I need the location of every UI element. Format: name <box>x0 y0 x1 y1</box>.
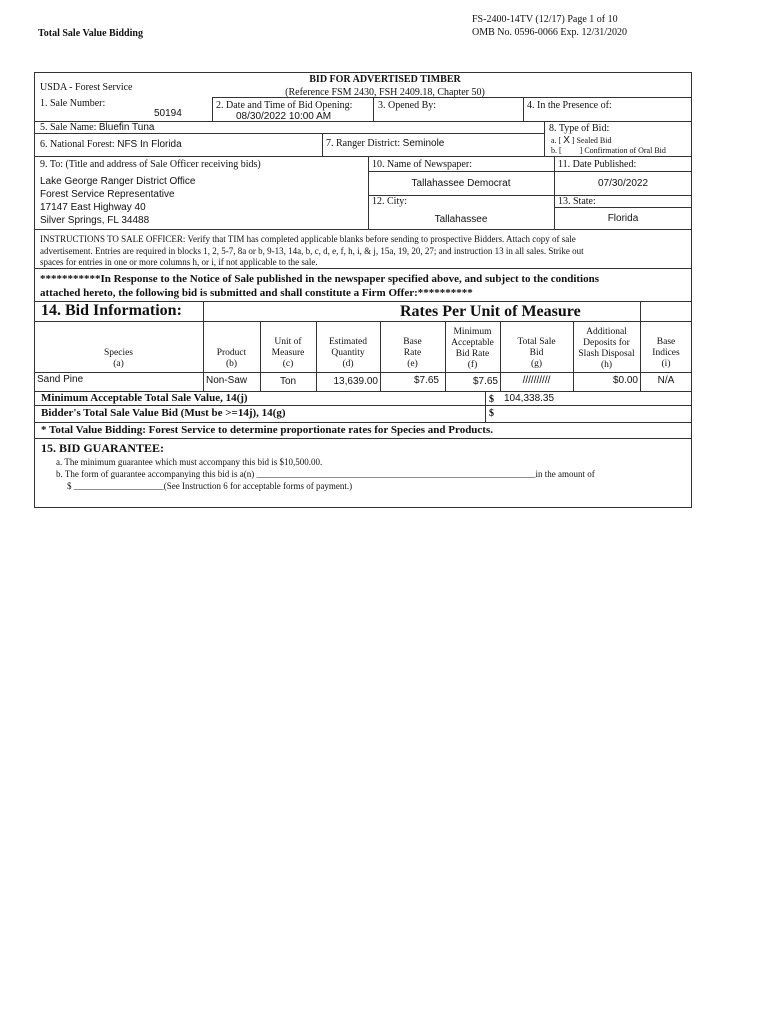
sale-number-label: 1. Sale Number: <box>40 98 106 109</box>
column-header-product: Product (b) <box>216 348 247 369</box>
form-title: BID FOR ADVERTISED TIMBER <box>309 74 461 85</box>
opened-by-label: 3. Opened By: <box>378 100 437 111</box>
national-forest-value: NFS In Florida <box>117 139 182 150</box>
total-value-footnote: * Total Value Bidding: Forest Service to determine proportionate rates for Species and Products. <box>41 424 494 436</box>
column-header-total-bid: Total Sale Bid (g) <box>517 337 556 369</box>
rates-per-unit-heading: Rates Per Unit of Measure <box>400 303 581 320</box>
to-label: 9. To: (Title and address of Sale Officer receiving bids) <box>40 159 261 170</box>
omb-number: OMB No. 0596-0066 Exp. 12/31/2020 <box>472 27 627 38</box>
bidder-total-input[interactable] <box>500 406 688 420</box>
column-header-deposits: Additional Deposits for Slash Disposal (h) <box>578 327 635 370</box>
column-header-unit: Unit of Measure (c) <box>271 337 305 369</box>
sale-name-value: Bluefin Tuna <box>98 122 155 133</box>
base-rate-cell: $7.65 <box>413 375 439 386</box>
state-value: Florida <box>607 213 639 224</box>
min-rate-cell: $7.65 <box>472 376 498 387</box>
national-forest-label: 6. National Forest: <box>40 139 115 150</box>
city-value: Tallahassee <box>434 214 488 225</box>
date-published-value: 07/30/2022 <box>597 178 649 189</box>
quantity-cell: 13,639.00 <box>333 376 378 387</box>
sealed-bid-checkbox[interactable]: X <box>563 135 570 146</box>
sale-name-label: 5. Sale Name: <box>40 122 97 133</box>
column-header-min-rate: Minimum Acceptable Bid Rate (f) <box>451 327 494 370</box>
newspaper-value: Tallahassee Democrat <box>411 178 511 189</box>
species-cell: Sand Pine <box>37 374 84 385</box>
guarantee-amount-field[interactable]: $ ____________________(See Instruction 6 for acceptable forms of payment.) <box>67 481 353 491</box>
bid-opening-value: 08/30/2022 10:00 AM <box>236 111 332 122</box>
bidder-total-label: Bidder's Total Sale Value Bid (Must be >=14j), 14(g) <box>41 407 286 419</box>
oral-bid-option[interactable]: b. [ ] Confirmation of Oral Bid <box>551 146 666 155</box>
unit-cell: Ton <box>279 376 297 387</box>
address-line: 17147 East Highway 40 <box>40 202 146 213</box>
newspaper-label: 10. Name of Newspaper: <box>372 159 472 170</box>
bid-information-heading: 14. Bid Information: <box>41 302 182 319</box>
agency-label: USDA - Forest Service <box>40 82 133 93</box>
address-line: Lake George Ranger District Office <box>40 176 196 187</box>
instructions-line: advertisement. Entries are required in blocks 1, 2, 5-7, 8a or b, 9-13, 14a, b, c, d, e, f, h, i, & j, 15a, 19, 20, 27; and instruction 13 in all sales. Strike out <box>40 245 584 256</box>
instructions-line: INSTRUCTIONS TO SALE OFFICER: Verify that TIM has completed applicable blanks before sending to prospective Bidders. Attach copy of sale <box>40 234 576 244</box>
date-published-label: 11. Date Published: <box>558 159 637 170</box>
column-header-species: Species (a) <box>103 348 134 369</box>
response-line: ***********In Response to the Notice of Sale published in the newspaper specified above, and subject to the conditions <box>40 273 600 285</box>
ranger-district-value: Seminole <box>402 138 445 149</box>
instructions-block <box>40 234 584 269</box>
guarantee-minimum: a. The minimum guarantee which must accompany this bid is $10,500.00. <box>56 457 323 467</box>
city-label: 12. City: <box>372 196 408 207</box>
column-header-quantity: Estimated Quantity (d) <box>329 337 367 369</box>
bidder-total-dollar: $ <box>489 408 494 419</box>
type-of-bid-label: 8. Type of Bid: <box>549 123 610 134</box>
column-header-indices: Base Indices (i) <box>652 337 680 369</box>
bid-opening-label: 2. Date and Time of Bid Opening: <box>216 100 353 111</box>
ranger-district-label: 7. Ranger District: <box>326 138 401 149</box>
instructions-line: spaces for entries in one or more columns h, or i, if not applicable to the sale. <box>40 257 318 267</box>
min-total-value: 104,338.35 <box>504 393 555 404</box>
bid-guarantee-heading: 15. BID GUARANTEE: <box>41 441 165 455</box>
sale-number-value: 50194 <box>154 108 182 119</box>
form-reference: (Reference FSM 2430, FSH 2409.18, Chapter 50) <box>285 87 485 98</box>
form-number: FS-2400-14TV (12/17) Page 1 of 10 <box>472 14 618 25</box>
presence-label: 4. In the Presence of: <box>527 100 612 111</box>
guarantee-form-field[interactable]: b. The form of guarantee accompanying this bid is a(n) ______________________________________________________________in the amount of <box>56 469 595 479</box>
min-total-dollar: $ <box>489 394 494 405</box>
state-label: 13. State: <box>558 196 596 207</box>
page-title: Total Sale Value Bidding <box>38 28 143 39</box>
indices-cell: N/A <box>657 375 675 386</box>
min-total-label: Minimum Acceptable Total Sale Value, 14(j) <box>41 392 248 404</box>
address-line: Forest Service Representative <box>40 189 175 200</box>
response-statement <box>40 272 599 300</box>
total-bid-cell[interactable]: ////////// <box>522 375 551 386</box>
sealed-bid-option[interactable]: a. [ X ] Sealed Bid <box>551 135 612 146</box>
deposits-cell: $0.00 <box>612 375 638 386</box>
sale-officer-address <box>40 175 195 227</box>
address-line: Silver Springs, FL 34488 <box>40 215 150 226</box>
product-cell: Non-Saw <box>206 375 248 386</box>
response-line: attached hereto, the following bid is submitted and shall constitute a Firm Offer:********** <box>40 287 473 299</box>
column-header-base-rate: Base Rate (e) <box>403 337 422 369</box>
